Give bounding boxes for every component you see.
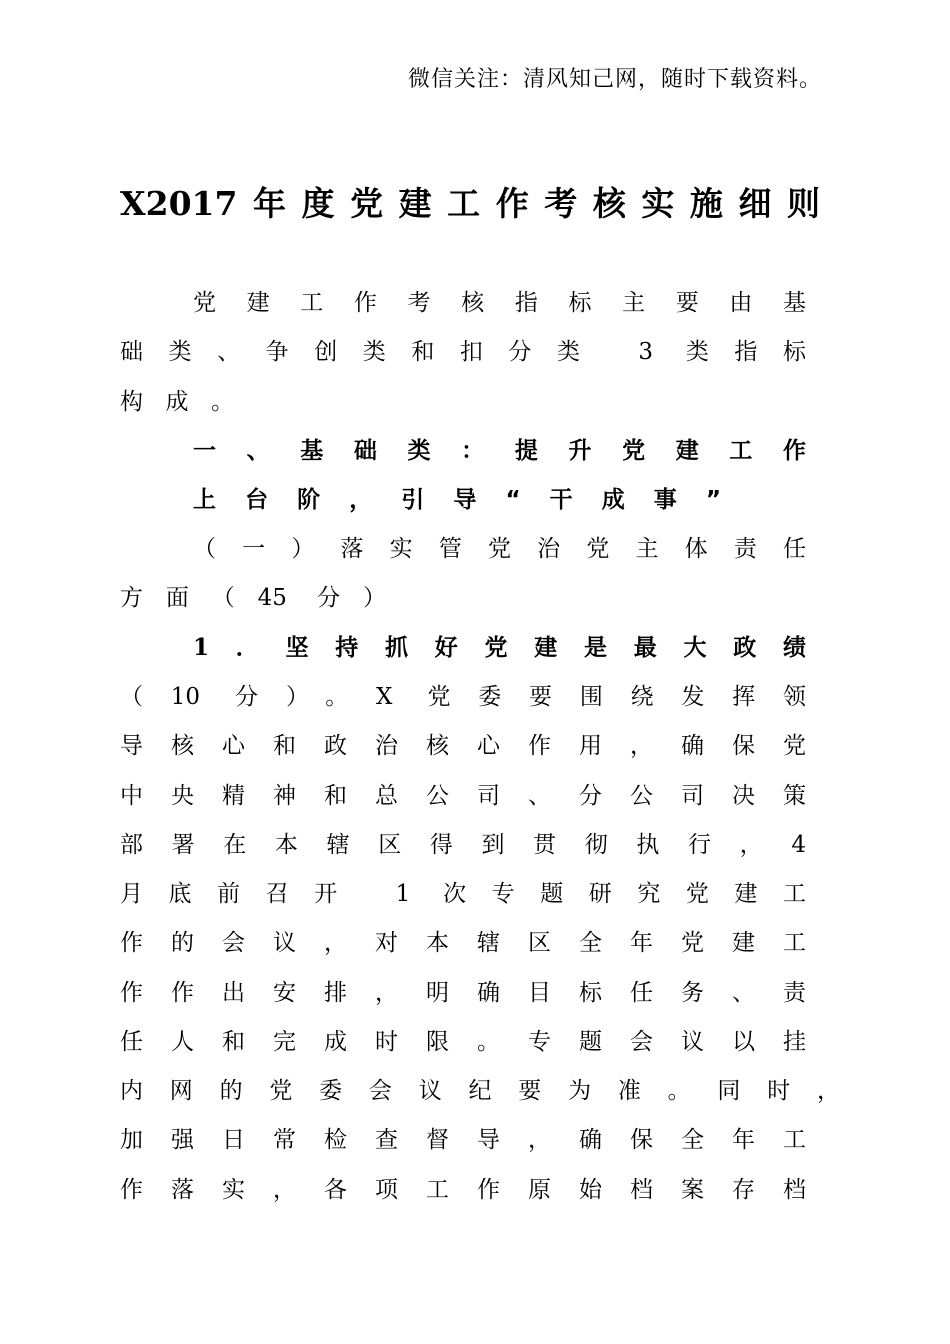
- heading-1-line-2: 上台阶，引导“干成事”: [193, 487, 721, 513]
- item-1-line-4: 中央精神和总公司、分公司决策: [120, 783, 806, 809]
- intro-line-1: 党建工作考核指标主要由基: [193, 290, 806, 316]
- intro-line-3: 构成。: [120, 389, 234, 415]
- item-1-line-12: 作落实，各项工作原始档案存档: [120, 1177, 806, 1203]
- item-1-line-5: 部署在本辖区得到贯彻执行，4: [120, 832, 806, 858]
- item-1-line-3: 导核心和政治核心作用，确保党: [120, 733, 806, 759]
- document-title: X2017年度党建工作考核实施细则: [120, 184, 820, 223]
- item-1-line-10: 内网的党委会议纪要为准。同时，: [120, 1078, 840, 1104]
- item-1-line-8: 作作出安排，明确目标任务、责: [120, 980, 806, 1006]
- item-1-line-6: 月底前召开 1 次专题研究党建工: [120, 881, 806, 907]
- item-1-line-11: 加强日常检查督导，确保全年工: [120, 1127, 806, 1153]
- item-1-line-7: 作的会议，对本辖区全年党建工: [120, 930, 806, 956]
- item-1-line-2: （10 分）。X 党委要围绕发挥领: [120, 684, 806, 710]
- intro-line-2: 础类、争创类和扣分类 3 类指标: [120, 339, 806, 365]
- item-1-title-line-1: 1．坚持抓好党建是最大政绩: [193, 634, 806, 661]
- section-1-line-1: （一）落实管党治党主体责任: [193, 536, 806, 562]
- header-note: 微信关注：清风知己网，随时下载资料。: [407, 67, 822, 92]
- item-1-line-9: 任人和完成时限。专题会议以挂: [120, 1029, 806, 1055]
- heading-1-line-1: 一、基础类：提升党建工作: [193, 438, 806, 464]
- section-1-line-2: 方面（45 分）: [120, 585, 386, 611]
